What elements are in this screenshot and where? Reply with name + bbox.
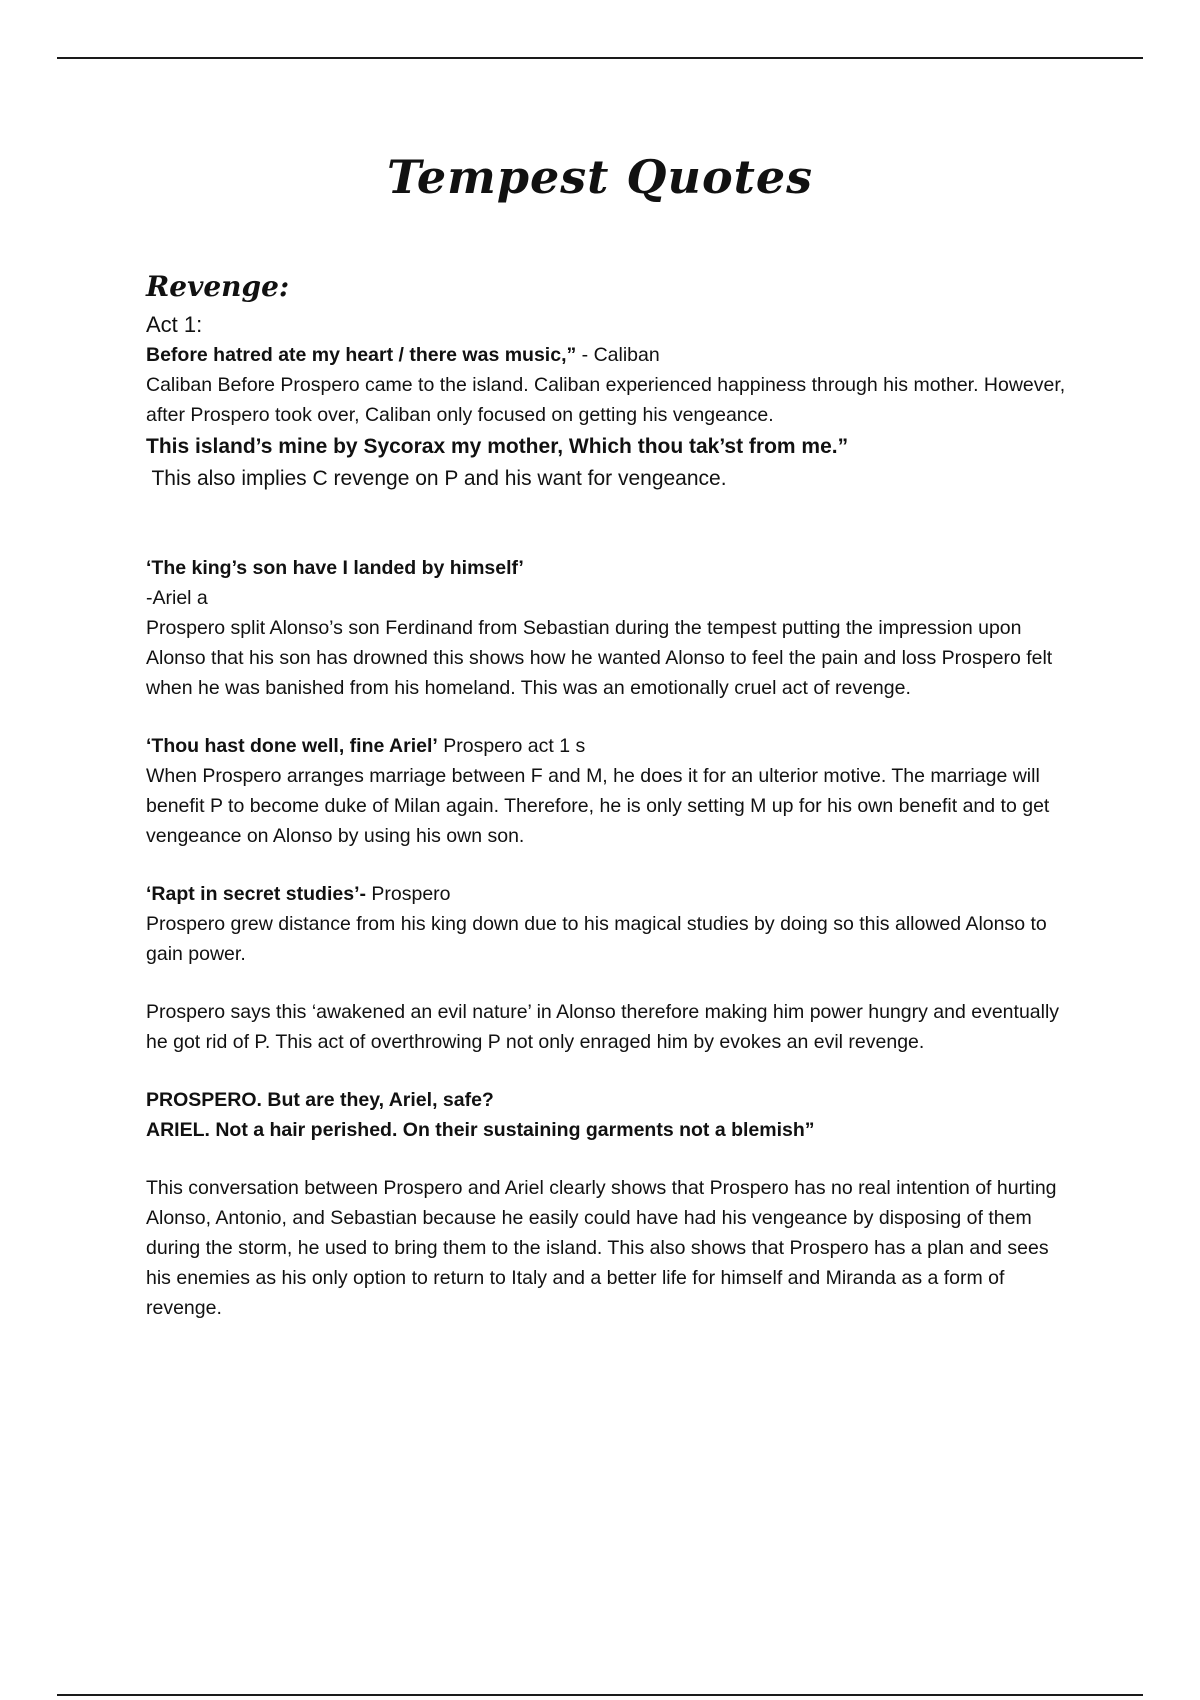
- quote-attribution: -Ariel a: [146, 587, 208, 609]
- section-heading-revenge: Revenge:: [146, 270, 290, 303]
- quote-entry-3: [146, 553, 1066, 583]
- analysis-paragraph: Prospero says this ‘awakened an evil nature’ in Alonso therefore making him power hungry and eventually he got rid of P. This act of overthrowing P not only enraged him by evokes an evil revenge.: [146, 1001, 1060, 1053]
- act-label: Act 1:: [146, 312, 203, 337]
- document-body: [146, 268, 1066, 1323]
- quote-entry-5: [146, 879, 1066, 909]
- quote-text: ‘The king’s son have I landed by himself’: [146, 557, 524, 579]
- spacer: [146, 1057, 1066, 1085]
- quote-attribution: Prospero act 1 s: [437, 735, 586, 757]
- quote-text: Before hatred ate my heart / there was music,”: [146, 344, 577, 366]
- quote-entry-1: [146, 340, 1066, 370]
- analysis-paragraph: This conversation between Prospero and Ariel clearly shows that Prospero has no real intention of hurting Alonso, Antonio, and Sebastian because he easily could have had his vengeance by disposing of them during the storm, he used to bring them to the island. This also shows that Prospero has a plan and sees his enemies as his only option to return to Italy and a better life for himself and Miranda as a form of revenge.: [146, 1177, 1057, 1319]
- bottom-rule: [57, 1694, 1143, 1696]
- quote-entry-2: [146, 430, 1066, 463]
- spacer: [146, 851, 1066, 879]
- quote-text: ‘Rapt in secret studies’-: [146, 883, 366, 905]
- quote-text: PROSPERO. But are they, Ariel, safe?: [146, 1089, 494, 1111]
- quote-text: ARIEL. Not a hair perished. On their sustaining garments not a blemish”: [146, 1119, 815, 1141]
- quote-text: This island’s mine by Sycorax my mother, Which thou tak’st from me.”: [146, 435, 849, 458]
- analysis-paragraph: When Prospero arranges marriage between F and M, he does it for an ulterior motive. The marriage will benefit P to become duke of Milan again. Therefore, he is only setting M up for his own benefit and to get vengeance on Alonso by using his own son.: [146, 765, 1050, 847]
- spacer: [146, 703, 1066, 731]
- analysis-paragraph: Caliban Before Prospero came to the island. Caliban experienced happiness through his mother. However, after Prospero took over, Caliban only focused on getting his vengeance.: [146, 374, 1066, 426]
- quote-entry-4: [146, 731, 1066, 761]
- quote-attribution: Prospero: [365, 883, 451, 905]
- analysis-paragraph: Prospero grew distance from his king down due to his magical studies by doing so this allowed Alonso to gain power.: [146, 913, 1047, 965]
- analysis-paragraph: Prospero split Alonso’s son Ferdinand from Sebastian during the tempest putting the impression upon Alonso that his son has drowned this shows how he wanted Alonso to feel the pain and loss Prospero felt when he was banished from his homeland. This was an emotionally cruel act of revenge.: [146, 617, 1053, 699]
- top-rule: [57, 57, 1143, 59]
- quote-text: ‘Thou hast done well, fine Ariel’: [146, 735, 438, 757]
- analysis-paragraph: This also implies C revenge on P and his want for vengeance.: [146, 467, 727, 490]
- document-title: Tempest Quotes: [386, 150, 814, 204]
- quote-entry-6: [146, 1085, 1066, 1115]
- spacer: [146, 495, 1066, 553]
- spacer: [146, 1145, 1066, 1173]
- spacer: [146, 969, 1066, 997]
- quote-attribution: - Caliban: [576, 344, 660, 366]
- quote-entry-6-reply: [146, 1115, 1066, 1145]
